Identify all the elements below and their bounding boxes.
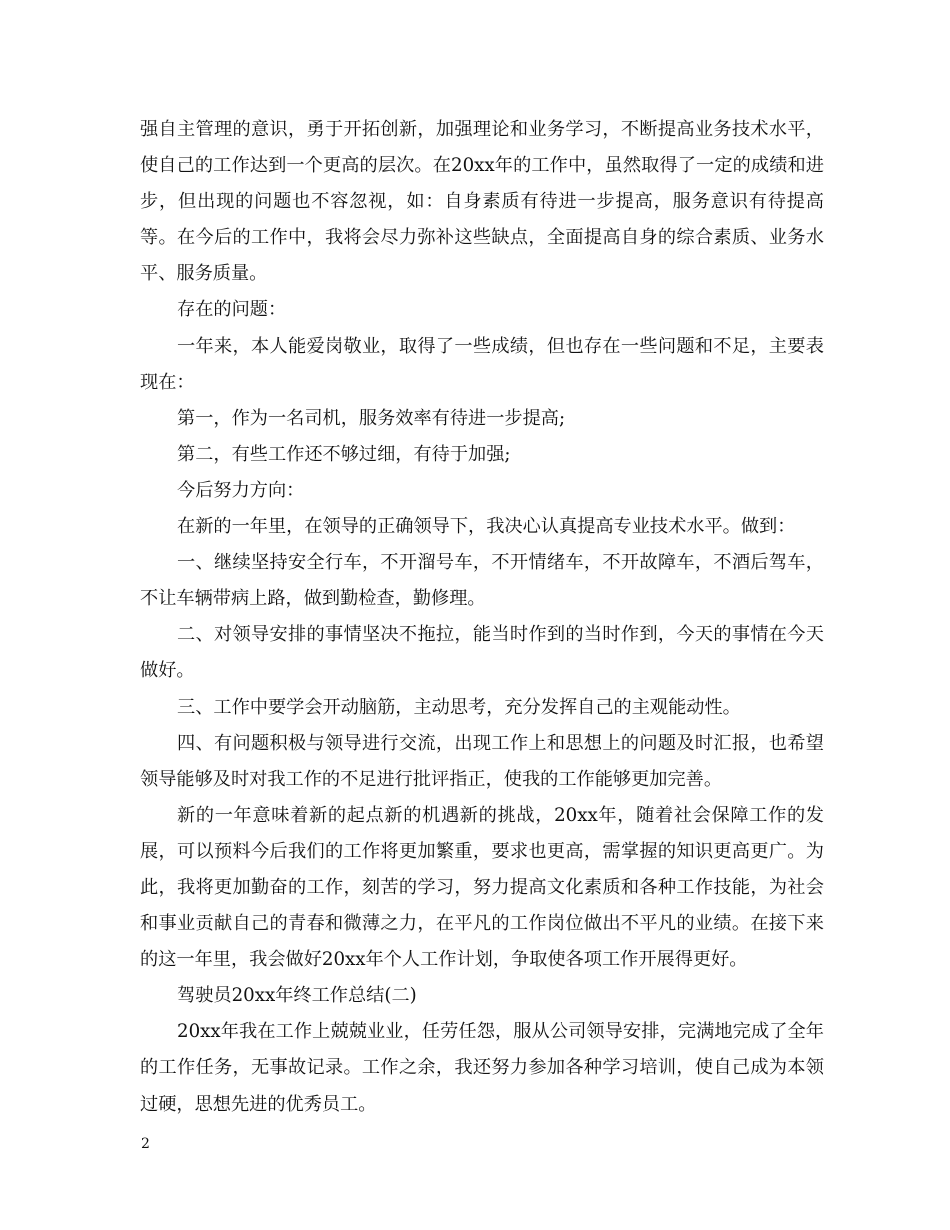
paragraph-goal-three: 三、工作中要学会开动脑筋，主动思考，充分发挥自己的主观能动性。 — [177, 696, 741, 718]
paragraph-new-year-goal: 在新的一年里，在领导的正确领导下，我决心认真提高专业技术水平。做到： — [177, 516, 796, 538]
paragraph-problem-second: 第二，有些工作还不够过细，有待于加强; — [177, 443, 511, 465]
paragraph-goal-one: 一、继续坚持安全行车，不开溜号车，不开情绪车，不开故障车，不酒后驾车，不让车辆带病上路，做到勤检查，勤修理。 — [140, 552, 824, 610]
section-title-driver-summary-two: 驾驶员20xx年终工作总结(二) — [177, 985, 417, 1007]
paragraph-problems-intro: 一年来，本人能爱岗敬业，取得了一些成绩，但也存在一些问题和不足，主要表现在： — [140, 335, 824, 393]
page-number: 2 — [141, 1136, 150, 1152]
paragraph-continued-summary: 强自主管理的意识，勇于开拓创新，加强理论和业务学习，不断提高业务技术水平，使自己的工作达到一个更高的层次。在20xx年的工作中，虽然取得了一定的成绩和进步，但出现的问题也不容忽视，如：自身素质有待进一步提高，服务意识有待提高等。在今后的工作中，我将会尽力弥补这些缺点，全面提高自身的综合素质、业务水平、服务质量。 — [140, 119, 824, 285]
paragraph-new-year-outlook: 新的一年意味着新的起点新的机遇新的挑战，20xx年，随着社会保障工作的发展，可以预料今后我们的工作将更加繁重，要求也更高，需掌握的知识更高更广。为此，我将更加勤奋的工作，刻苦的学习，努力提高文化素质和各种工作技能，为社会和事业贡献自己的青春和微薄之力，在平凡的工作岗位做出不平凡的业绩。在接下来的这一年里，我会做好20xx年个人工作计划，争取使各项工作开展得更好。 — [140, 804, 824, 971]
heading-future-direction: 今后努力方向： — [177, 479, 305, 501]
paragraph-goal-two: 二、对领导安排的事情坚决不拖拉，能当时作到的当时作到，今天的事情在今天做好。 — [140, 624, 824, 682]
heading-existing-problems: 存在的问题： — [177, 299, 287, 321]
paragraph-goal-four: 四、有问题积极与领导进行交流，出现工作上和思想上的问题及时汇报，也希望领导能够及时对我工作的不足进行批评指正，使我的工作能够更加完善。 — [140, 732, 824, 790]
paragraph-driver-summary-intro: 20xx年我在工作上兢兢业业，任劳任怨，服从公司领导安排，完满地完成了全年的工作任务，无事故记录。工作之余，我还努力参加各种学习培训，使自己成为本领过硬，思想先进的优秀员工。 — [140, 1021, 824, 1115]
document-body — [140, 112, 824, 1123]
paragraph-problem-first: 第一，作为一名司机，服务效率有待进一步提高; — [177, 407, 566, 429]
